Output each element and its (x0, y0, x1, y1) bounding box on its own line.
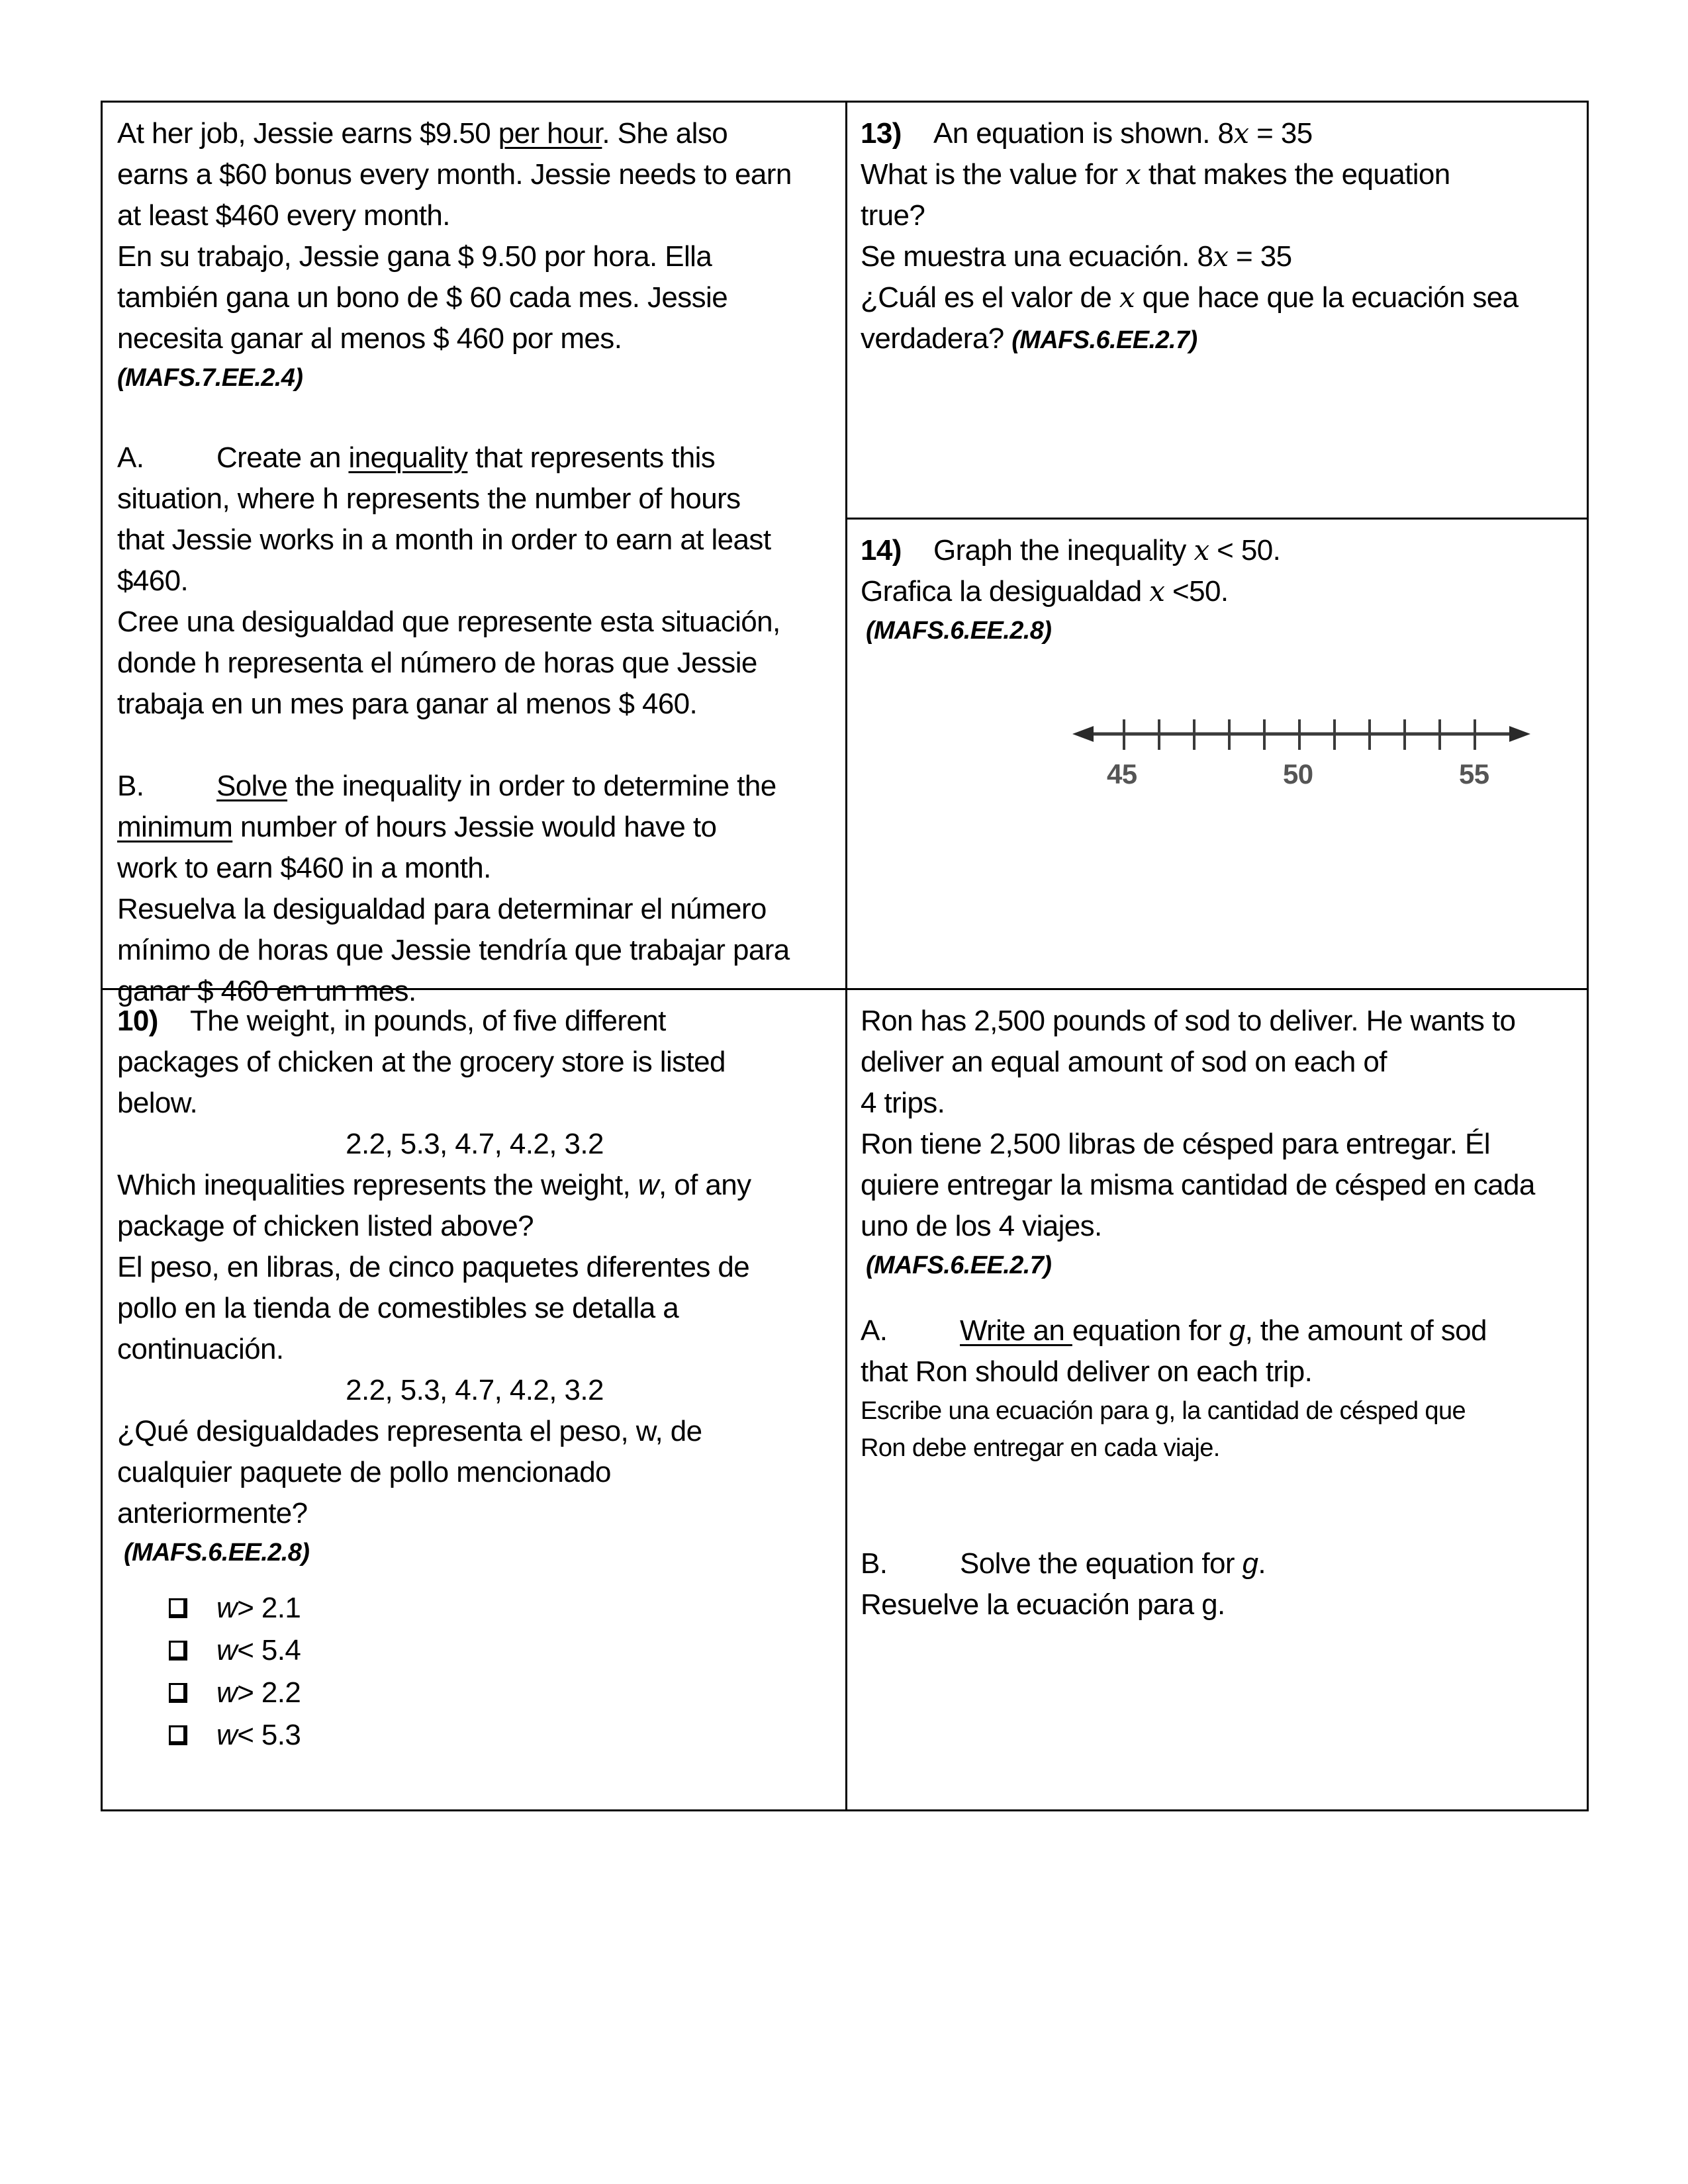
checkbox-icon[interactable] (169, 1598, 187, 1618)
number-line[interactable] (1072, 707, 1536, 813)
p10-en-1: 10) The weight, in pounds, of five different (117, 1001, 832, 1042)
standard-code: (MAFS.6.EE.2.8) (866, 617, 1052, 645)
option-3[interactable]: w > 2.2 (169, 1672, 832, 1714)
weights-list: 2.2, 5.3, 4.7, 4.2, 3.2 (346, 1128, 604, 1160)
part-a-en-3: that Jessie works in a month in order to earn at least (117, 523, 771, 556)
p14-en: 14) Graph the inequality x < 50. (861, 530, 1573, 571)
p13-es-line-1: Se muestra una ecuación. 8x = 35 (861, 240, 1292, 273)
ron-en-3: 4 trips. (861, 1087, 945, 1119)
ron-part-b-es: Resuelve la ecuación para g. (861, 1588, 1225, 1621)
checkbox-icon[interactable] (169, 1683, 187, 1703)
standard-code: (MAFS.6.EE.2.8) (124, 1539, 310, 1567)
ron-part-a-1: A. Write an equation for g, the amount of sod (861, 1314, 1487, 1347)
ron-part-a-es-1: Escribe una ecuación para g, la cantidad de césped que (861, 1397, 1466, 1425)
p10-question-1: Which inequalities represents the weight, w, of any (117, 1169, 751, 1201)
p10-en-3: below. (117, 1087, 198, 1119)
p10-en-2: packages of chicken at the grocery store is listed (117, 1046, 726, 1078)
left-arrow-icon (1072, 726, 1094, 742)
part-b-en-3: work to earn $460 in a month. (117, 852, 491, 884)
p10-es-3: continuación. (117, 1333, 284, 1365)
ron-es-1: Ron tiene 2,500 libras de césped para entregar. Él (861, 1128, 1490, 1160)
part-b-es-2: mínimo de horas que Jessie tendría que trabajar para (117, 934, 790, 966)
p10-es-2: pollo en la tienda de comestibles se detalla a (117, 1292, 679, 1324)
jessie-intro-es-2: también gana un bono de $ 60 cada mes. Jessie (117, 281, 728, 314)
part-a-en-4: $460. (117, 565, 189, 597)
cell-problem-10 (103, 990, 845, 1809)
cell-ron-problem (847, 990, 1587, 1809)
question-number: 10) (117, 1005, 158, 1037)
standard-code: (MAFS.6.EE.2.7) (866, 1251, 1052, 1279)
p13-line-2: What is the value for x that makes the equation (861, 158, 1450, 191)
option-2[interactable]: w < 5.4 (169, 1629, 832, 1672)
p13-line-1: 13) An equation is shown. 8x = 35 (861, 113, 1573, 154)
p10-question-es-1: ¿Qué desigualdades representa el peso, w, de (117, 1415, 702, 1447)
jessie-intro-es-1: En su trabajo, Jessie gana $ 9.50 por hora. Ella (117, 240, 712, 273)
worksheet-table (101, 101, 1589, 1811)
jessie-intro-en-2: earns a $60 bonus every month. Jessie needs to earn (117, 158, 792, 191)
option-1[interactable]: w > 2.1 (169, 1587, 832, 1629)
part-a-es-2: donde h representa el número de horas que Jessie (117, 647, 757, 679)
tick-label-50: 50 (1283, 758, 1313, 790)
p14-es: Grafica la desigualdad x <50. (861, 575, 1229, 608)
part-b-es-3: ganar $ 460 en un mes. (117, 975, 416, 1007)
ron-en-1: Ron has 2,500 pounds of sod to deliver. He wants to (861, 1005, 1516, 1037)
standard-code: (MAFS.6.EE.2.7) (1011, 326, 1197, 354)
part-a-es-1: Cree una desigualdad que represente esta situación, (117, 606, 780, 638)
question-number: 14) (861, 534, 902, 567)
tick-label-45: 45 (1107, 758, 1137, 790)
jessie-intro-en-1: At her job, Jessie earns $9.50 per hour. She also (117, 117, 728, 150)
right-arrow-icon (1509, 726, 1530, 742)
ron-part-a-2: that Ron should deliver on each trip. (861, 1355, 1313, 1388)
part-b-es-1: Resuelva la desigualdad para determinar el número (117, 893, 767, 925)
part-a-en-1: A. Create an inequality that represents this (117, 441, 716, 474)
weights-list-es: 2.2, 5.3, 4.7, 4.2, 3.2 (346, 1374, 604, 1406)
part-a-en-2: situation, where h represents the number of hours (117, 482, 741, 515)
tick-label-55: 55 (1459, 758, 1489, 790)
ron-es-3: uno de los 4 viajes. (861, 1210, 1102, 1242)
p13-line-3: true? (861, 199, 925, 232)
checkbox-icon[interactable] (169, 1725, 187, 1745)
p10-question-2: package of chicken listed above? (117, 1210, 534, 1242)
p10-es-1: El peso, en libras, de cinco paquetes diferentes de (117, 1251, 750, 1283)
part-b-en-1: B. Solve the inequality in order to determine the (117, 770, 776, 802)
p13-es-line-3: verdadera? (MAFS.6.EE.2.7) (861, 322, 1197, 355)
p10-question-es-3: anteriormente? (117, 1497, 308, 1529)
standard-code: (MAFS.7.EE.2.4) (117, 364, 303, 392)
ron-part-b-1: B. Solve the equation for g. (861, 1547, 1266, 1580)
ron-es-2: quiere entregar la misma cantidad de césped en cada (861, 1169, 1535, 1201)
part-b-en-2: minimum number of hours Jessie would have to (117, 811, 717, 843)
jessie-intro-es-3: necesita ganar al menos $ 460 por mes. (117, 322, 622, 355)
cell-problem-14 (847, 520, 1587, 988)
checkbox-icon[interactable] (169, 1641, 187, 1661)
ron-part-a-es-2: Ron debe entregar en cada viaje. (861, 1434, 1220, 1462)
option-4[interactable]: w < 5.3 (169, 1714, 832, 1756)
p10-question-es-2: cualquier paquete de pollo mencionado (117, 1456, 611, 1488)
cell-jessie-problem (103, 103, 845, 1007)
question-number: 13) (861, 117, 902, 150)
part-a-es-3: trabaja en un mes para ganar al menos $ 460. (117, 688, 698, 720)
jessie-intro-en-3: at least $460 every month. (117, 199, 450, 232)
p13-es-line-2: ¿Cuál es el valor de x que hace que la ecuación sea (861, 281, 1519, 314)
answer-options (169, 1587, 832, 1756)
cell-problem-13 (847, 103, 1587, 518)
ron-en-2: deliver an equal amount of sod on each of (861, 1046, 1387, 1078)
